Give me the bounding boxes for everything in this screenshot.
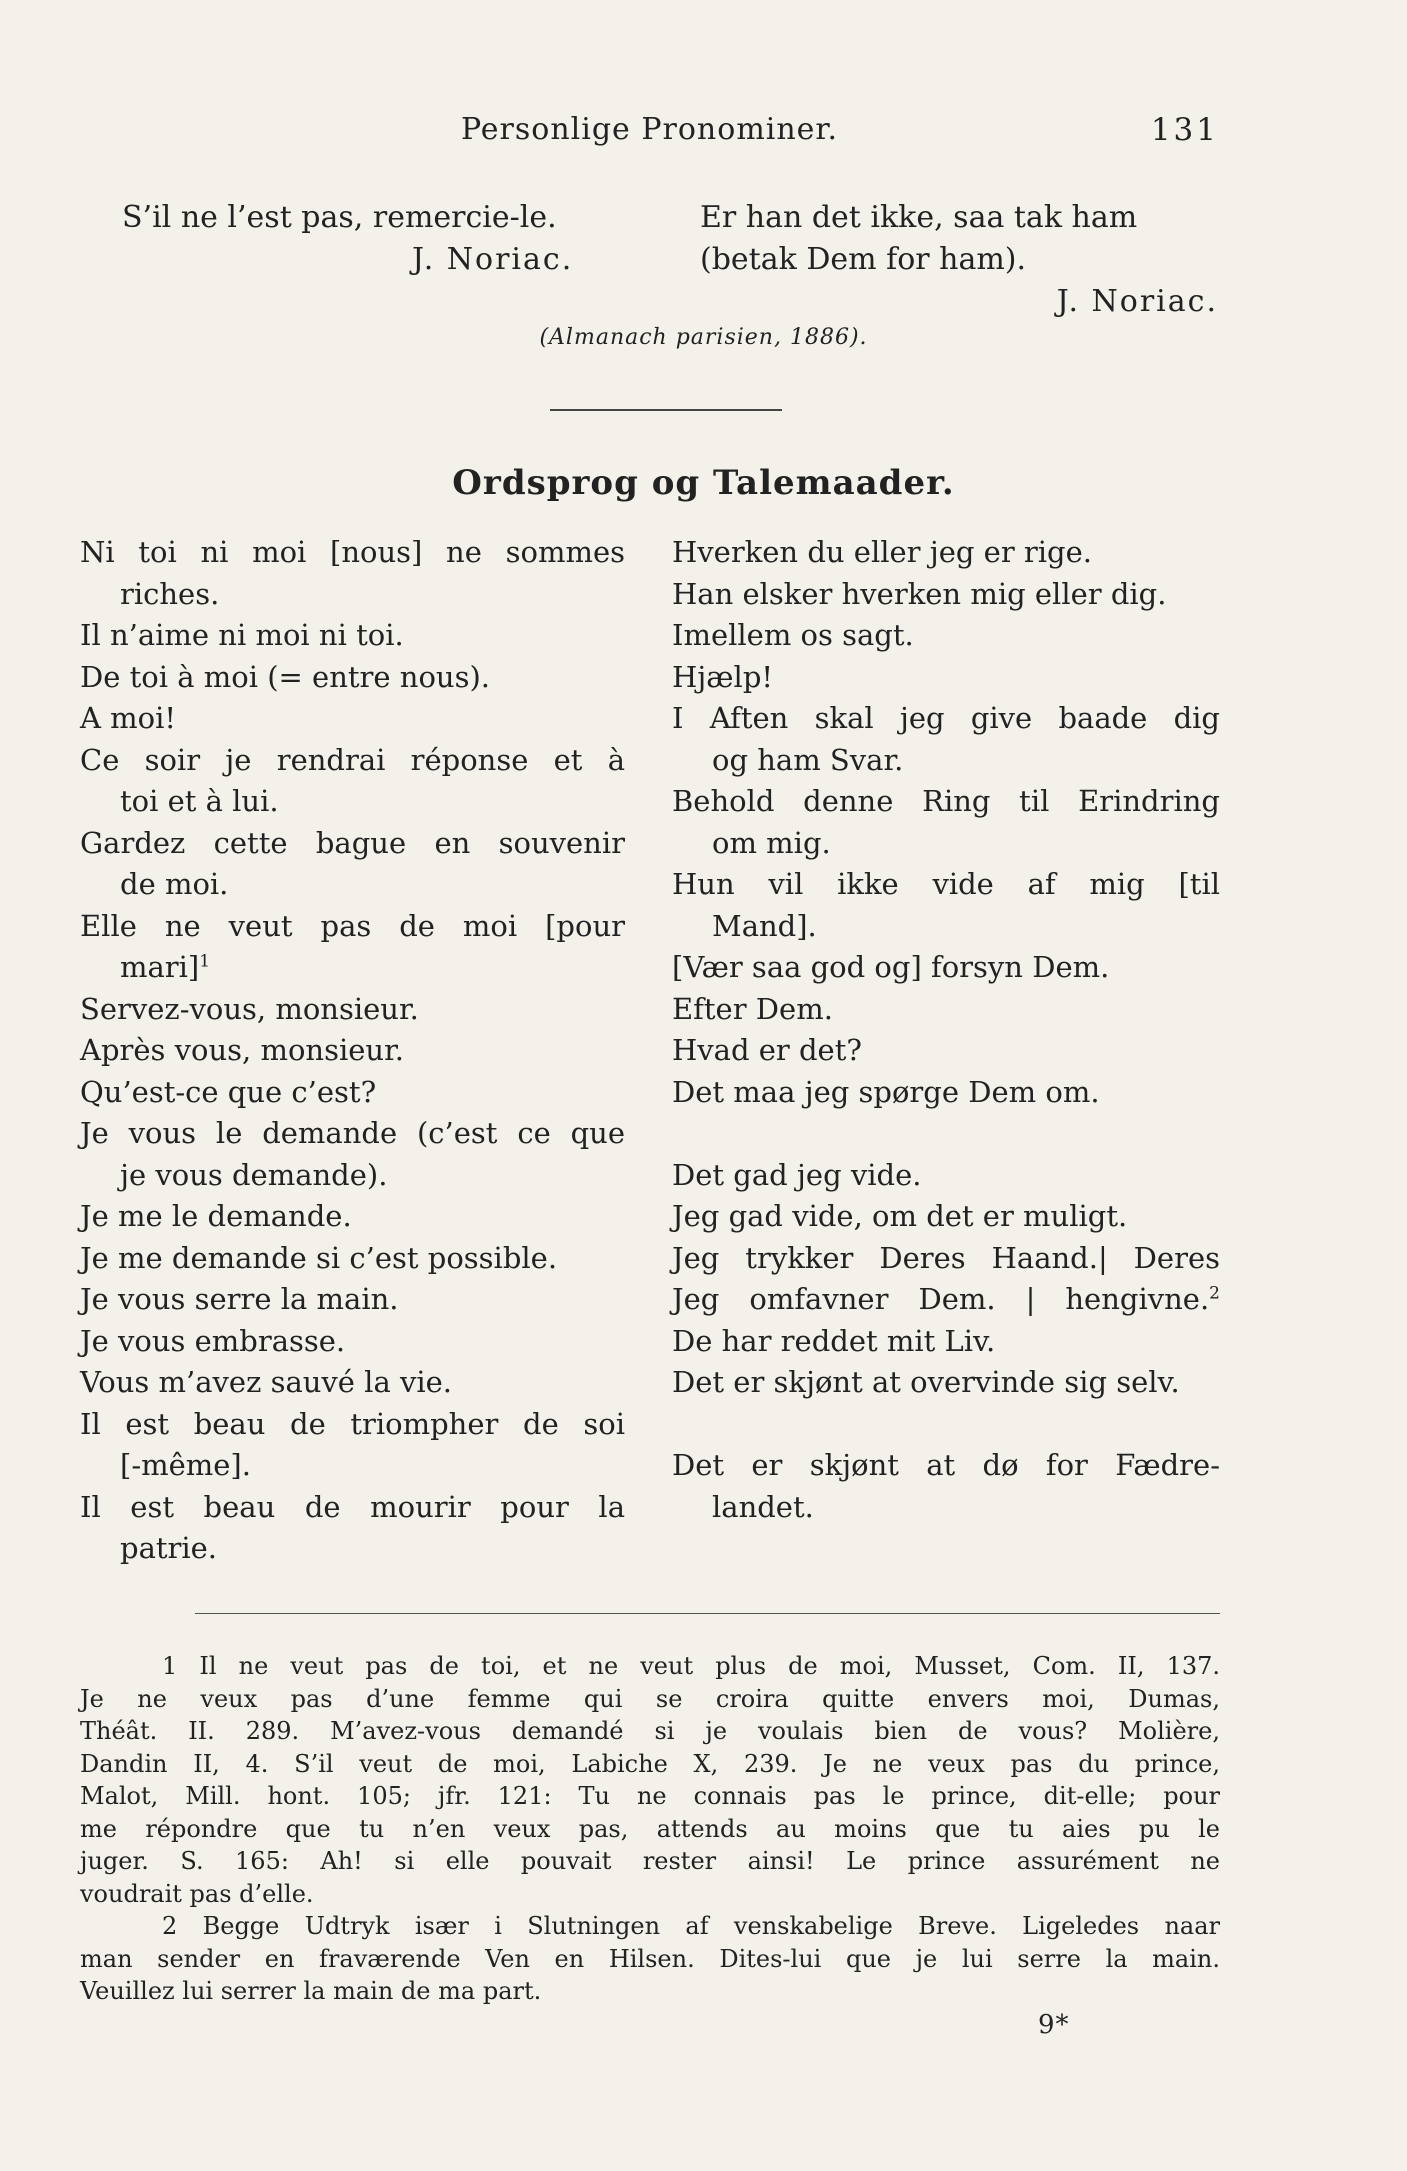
quote-danish-author: J. Noriac. (1056, 284, 1218, 319)
french-line (80, 947, 625, 989)
danish-line-text: Efter Dem. (672, 991, 833, 1026)
danish-line-text: Hun vil ikke vide af mig [til (672, 867, 1220, 901)
french-line (80, 1155, 625, 1197)
footnote-line: me répondre que tu n’en veux pas, attends au moins que tu aies pu le (80, 1814, 1220, 1843)
french-line (80, 574, 625, 616)
danish-line (672, 864, 1220, 906)
danish-line-text: og ham Svar. (712, 742, 904, 777)
french-line-text: Il est beau de triompher de soi (80, 1406, 625, 1441)
french-line (80, 864, 625, 906)
footnote-line: Théât. II. 289. M’avez-vous demandé si je voulais bien de vous? Molière, (80, 1717, 1220, 1745)
footnote-line: 2 Begge Udtryk især i Slutningen af venskabelige Breve. Ligeledes naar (162, 1912, 1220, 1940)
french-line (80, 906, 625, 948)
quote-french-text: S’il ne l’est pas, remercie-le. (122, 200, 557, 235)
danish-line-text: Det er skjønt at overvinde sig selv. (672, 1365, 1180, 1399)
danish-line (672, 615, 1220, 657)
danish-line-text: Mand]. (712, 908, 817, 943)
quote-french-author: J. Noriac. (412, 242, 574, 277)
footnote-reference: 2 (1209, 1283, 1220, 1304)
footnote-line: 1 Il ne veut pas de toi, et ne veut plus de moi, Musset, Com. II, 137. (162, 1652, 1220, 1680)
signature-mark: 9* (1038, 2010, 1070, 2040)
danish-line-text: Jeg trykker Deres Haand.| Deres (672, 1240, 1220, 1275)
french-line-text: patrie. (120, 1531, 218, 1565)
french-line (80, 532, 625, 574)
footnote-line: Je ne veux pas d’une femme qui se croira quitte envers moi, Dumas, (80, 1684, 1220, 1713)
danish-line (672, 906, 1220, 948)
french-line (80, 989, 625, 1031)
french-line-text: Ce soir je rendrai réponse et à (80, 742, 625, 777)
danish-line-text: Det maa jeg spørge Dem om. (672, 1074, 1100, 1109)
french-line (80, 823, 625, 865)
danish-line (672, 740, 1220, 782)
french-line (80, 1196, 625, 1238)
danish-line-text: Hvad er det? (672, 1033, 862, 1067)
french-line-text: Je vous serre la main. (80, 1282, 399, 1316)
french-line (80, 1362, 625, 1404)
footnote-line: Veuillez lui serrer la main de ma part. (80, 1977, 542, 2005)
danish-line (672, 1445, 1220, 1487)
danish-line (672, 1487, 1220, 1529)
danish-line-text: Behold denne Ring til Erindring (672, 784, 1220, 818)
danish-line-text: landet. (712, 1489, 814, 1524)
page-number: 131 (1150, 112, 1219, 148)
danish-line (672, 574, 1220, 616)
quote-french (122, 197, 573, 281)
quote-danish (700, 197, 1218, 323)
french-line (80, 740, 625, 782)
footnote-line: Dandin II, 4. S’il veut de moi, Labiche X, 239. Je ne veux pas du prince, (80, 1749, 1220, 1778)
french-line (80, 657, 625, 699)
section-divider (550, 409, 782, 411)
danish-line-text: [Vær saa god og] forsyn Dem. (672, 950, 1110, 984)
french-line-text: de moi. (120, 867, 229, 901)
french-line-text: je vous demande). (120, 1157, 388, 1192)
french-line (80, 1528, 625, 1570)
danish-line (672, 989, 1220, 1031)
french-line-text: Il est beau de mourir pour la (80, 1489, 625, 1524)
french-line-text: Qu’est-ce que c’est? (80, 1074, 377, 1109)
french-line-text: Ni toi ni moi [nous] ne sommes (80, 535, 625, 569)
footnote-line: Malot, Mill. hont. 105; jfr. 121: Tu ne connais pas le prince, dit-elle; pour (80, 1782, 1220, 1810)
french-line-text: Je vous embrasse. (80, 1323, 346, 1358)
danish-line (672, 823, 1220, 865)
footnote-line: voudrait pas d’elle. (80, 1879, 314, 1908)
danish-line-text: Han elsker hverken mig eller dig. (672, 576, 1167, 611)
footnote-divider (195, 1613, 1220, 1614)
french-line (80, 1487, 625, 1529)
danish-line (672, 1196, 1220, 1238)
danish-line-text: Jeg gad vide, om det er muligt. (672, 1199, 1128, 1233)
french-line (80, 1072, 625, 1114)
french-line (80, 615, 625, 657)
danish-line-text: Imellem os sagt. (672, 618, 914, 652)
french-line (80, 1113, 625, 1155)
danish-line (672, 1238, 1220, 1280)
danish-line-text: Hjælp! (672, 659, 774, 694)
danish-line (672, 781, 1220, 823)
french-line-text: riches. (120, 576, 220, 611)
danish-line (672, 1279, 1220, 1321)
danish-line (672, 1321, 1220, 1363)
danish-line (672, 657, 1220, 699)
french-line-text: Elle ne veut pas de moi [pour (80, 908, 625, 943)
danish-line (672, 1030, 1220, 1072)
quote-danish-text-line2: (betak Dem for ham). (700, 242, 1027, 277)
danish-line-text: om mig. (712, 825, 831, 860)
french-line-text: Vous m’avez sauvé la vie. (80, 1365, 453, 1399)
french-line-text: De toi à moi (= entre nous). (80, 659, 490, 694)
quote-danish-text-line1: Er han det ikke, saa tak ham (700, 200, 1138, 235)
french-line (80, 698, 625, 740)
french-line (80, 1030, 625, 1072)
danish-line (672, 1155, 1220, 1197)
french-line-text: mari]$^1$ (120, 950, 211, 984)
quote-source: (Almanach parisien, 1886). (539, 325, 868, 350)
french-line-text: toi et à lui. (120, 784, 279, 818)
danish-line (672, 698, 1220, 740)
french-line-text: Il n’aime ni moi ni toi. (80, 618, 404, 652)
french-line-text: Après vous, monsieur. (80, 1033, 404, 1067)
danish-line (672, 1362, 1220, 1404)
french-line-text: A moi! (80, 701, 177, 735)
danish-line-text: De har reddet mit Liv. (672, 1323, 996, 1358)
french-line (80, 1279, 625, 1321)
danish-line (672, 1072, 1220, 1114)
french-line-text: Je me le demande. (80, 1199, 352, 1233)
french-line (80, 781, 625, 823)
footnotes (80, 1650, 1220, 2008)
danish-line-text: Det er skjønt at dø for Fædre- (672, 1448, 1220, 1482)
french-line (80, 1445, 625, 1487)
danish-line (672, 947, 1220, 989)
french-line-text: [-même]. (120, 1448, 251, 1482)
french-line (80, 1321, 625, 1363)
danish-line-text: Hverken du eller jeg er rige. (672, 535, 1093, 569)
danish-line (672, 532, 1220, 574)
french-line-text: Je me demande si c’est possible. (80, 1240, 558, 1275)
french-line-text: Je vous le demande (c’est ce que (80, 1116, 625, 1150)
french-line (80, 1404, 625, 1446)
french-line (80, 1238, 625, 1280)
danish-line-text: Det gad jeg vide. (672, 1157, 922, 1192)
footnote-reference: 1 (199, 951, 211, 972)
footnote-line: juger. S. 165: Ah! si elle pouvait rester ainsi! Le prince assurément ne (80, 1847, 1220, 1875)
danish-line-text: I Aften skal jeg give baade dig (672, 701, 1220, 735)
running-title: Personlige Pronominer. (460, 112, 839, 147)
danish-line-text: Jeg omfavner Dem. | hengivne.$^2$ (672, 1282, 1220, 1316)
french-line-text: Servez-vous, monsieur. (80, 991, 419, 1026)
section-title: Ordsprog og Talemaader. (452, 463, 955, 503)
footnote-line: man sender en fraværende Ven en Hilsen. Dites-lui que je lui serre la main. (80, 1944, 1220, 1973)
french-line-text: Gardez cette bague en souvenir (80, 825, 625, 860)
